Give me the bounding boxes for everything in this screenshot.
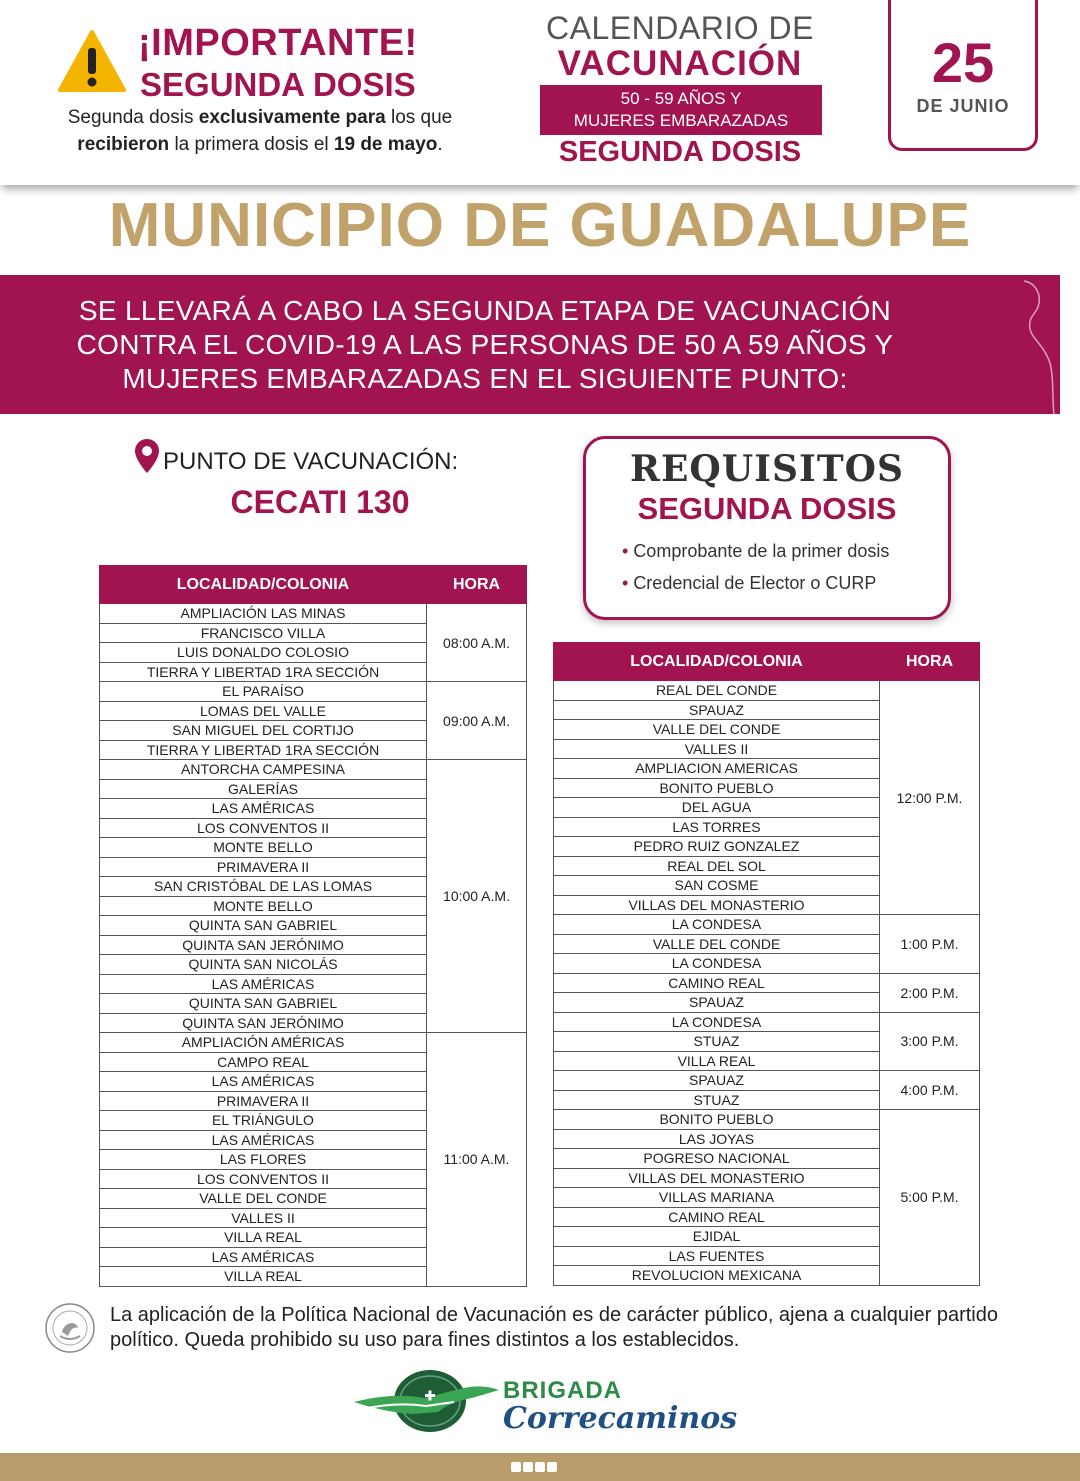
- colonia-cell: VALLE DEL CONDE: [100, 1189, 427, 1209]
- colonia-cell: LA CONDESA: [554, 915, 880, 935]
- colonia-cell: CAMPO REAL: [100, 1052, 427, 1072]
- youtube-icon[interactable]: [547, 1462, 557, 1472]
- table-row: [554, 1110, 980, 1130]
- table-row: [100, 760, 527, 780]
- colonia-cell: BONITO PUEBLO: [554, 778, 880, 798]
- hour-cell: 4:00 P.M.: [880, 1071, 980, 1110]
- colonia-cell: SAN COSME: [554, 876, 880, 896]
- banner-text: [20, 294, 950, 396]
- colonia-cell: LAS FLORES: [100, 1150, 427, 1170]
- requirements-subtitle: SEGUNDA DOSIS: [637, 491, 897, 526]
- table-header-row: [100, 566, 527, 604]
- schedule-table-right: [553, 642, 980, 1286]
- colonia-cell: SPAUAZ: [554, 1071, 880, 1091]
- colonia-cell: EL TRIÁNGULO: [100, 1111, 427, 1131]
- colonia-cell: EJIDAL: [554, 1227, 880, 1247]
- colonia-cell: LAS AMÉRICAS: [100, 1072, 427, 1092]
- calendar-group-box: [540, 85, 822, 135]
- important-text-part: .: [437, 134, 443, 155]
- colonia-cell: CAMINO REAL: [554, 973, 880, 993]
- hour-cell: 11:00 A.M.: [427, 1033, 527, 1287]
- colonia-cell: PEDRO RUIZ GONZALEZ: [554, 837, 880, 857]
- disclaimer-text: La aplicación de la Política Nacional de Vacunación es de carácter público, ajena a cualquier partido político. Queda prohibido su uso para fines distintos a los establecidos.: [110, 1304, 998, 1351]
- colonia-cell: STUAZ: [554, 1090, 880, 1110]
- colonia-cell: SAN MIGUEL DEL CORTIJO: [100, 721, 427, 741]
- colonia-cell: AMPLIACION AMERICAS: [554, 759, 880, 779]
- table-row: [554, 973, 980, 993]
- schedule-table-left: [99, 565, 527, 1287]
- requirement-item: • Credencial de Elector o CURP: [622, 573, 876, 594]
- colonia-cell: TIERRA Y LIBERTAD 1RA SECCIÓN: [100, 662, 427, 682]
- hour-cell: 09:00 A.M.: [427, 682, 527, 760]
- banner-line-2: CONTRA EL COVID-19 A LAS PERSONAS DE 50 A 59 AÑOS Y: [76, 329, 894, 360]
- important-text-bold: recibieron: [77, 134, 170, 155]
- colonia-cell: EL PARAÍSO: [100, 682, 427, 702]
- colonia-cell: LAS JOYAS: [554, 1129, 880, 1149]
- municipality-title: MUNICIPIO DE GUADALUPE: [108, 191, 972, 260]
- colonia-cell: FRANCISCO VILLA: [100, 623, 427, 643]
- table-row: [100, 1033, 527, 1053]
- colonia-cell: GALERÍAS: [100, 779, 427, 799]
- important-title: ¡IMPORTANTE!: [138, 22, 418, 64]
- colonia-cell: LA CONDESA: [554, 954, 880, 974]
- warning-icon: [58, 30, 126, 92]
- colonia-cell: ANTORCHA CAMPESINA: [100, 760, 427, 780]
- colonia-cell: REAL DEL CONDE: [554, 681, 880, 701]
- requirement-item: • Comprobante de la primer dosis: [622, 541, 889, 562]
- hour-cell: 3:00 P.M.: [880, 1012, 980, 1071]
- colonia-cell: QUINTA SAN JERÓNIMO: [100, 935, 427, 955]
- point-label: PUNTO DE VACUNACIÓN:: [163, 448, 459, 475]
- colonia-cell: VALLES II: [100, 1208, 427, 1228]
- colonia-cell: LAS AMÉRICAS: [100, 799, 427, 819]
- pregnant-woman-silhouette-icon: [990, 275, 1060, 414]
- important-subtitle: SEGUNDA DOSIS: [140, 66, 416, 103]
- colonia-cell: LAS AMÉRICAS: [100, 1247, 427, 1267]
- brigada-bottom-text: Correcaminos: [503, 1401, 738, 1436]
- important-text-part: los que: [385, 107, 453, 128]
- colonia-cell: LOS CONVENTOS II: [100, 818, 427, 838]
- hour-cell: 1:00 P.M.: [880, 915, 980, 974]
- colonia-cell: VALLE DEL CONDE: [554, 934, 880, 954]
- header-colonia: LOCALIDAD/COLONIA: [100, 566, 427, 604]
- point-name: CECATI 130: [230, 484, 410, 520]
- colonia-cell: CAMINO REAL: [554, 1207, 880, 1227]
- hour-cell: 08:00 A.M.: [427, 604, 527, 682]
- colonia-cell: VALLES II: [554, 739, 880, 759]
- colonia-cell: LOS CONVENTOS II: [100, 1169, 427, 1189]
- colonia-cell: BONITO PUEBLO: [554, 1110, 880, 1130]
- important-text-bold: exclusivamente para: [198, 107, 386, 128]
- colonia-cell: STUAZ: [554, 1032, 880, 1052]
- national-seal-icon: [44, 1302, 96, 1354]
- colonia-cell: AMPLIACIÓN AMÉRICAS: [100, 1033, 427, 1053]
- colonia-cell: LAS TORRES: [554, 817, 880, 837]
- colonia-cell: VILLAS DEL MONASTERIO: [554, 1168, 880, 1188]
- banner-line-3: MUJERES EMBARAZADAS EN EL SIGUIENTE PUNTO:: [122, 363, 848, 394]
- colonia-cell: VILLA REAL: [100, 1228, 427, 1248]
- instagram-icon[interactable]: [535, 1462, 545, 1472]
- colonia-cell: VALLE DEL CONDE: [554, 720, 880, 740]
- table-row: [100, 604, 527, 624]
- table-row: [554, 1012, 980, 1032]
- important-text-bold: 19 de mayo: [333, 134, 438, 155]
- colonia-cell: QUINTA SAN GABRIEL: [100, 916, 427, 936]
- colonia-cell: SAN CRISTÓBAL DE LAS LOMAS: [100, 877, 427, 897]
- header-hora: HORA: [880, 643, 980, 681]
- colonia-cell: MONTE BELLO: [100, 838, 427, 858]
- header-hora: HORA: [427, 566, 527, 604]
- colonia-cell: LAS AMÉRICAS: [100, 1130, 427, 1150]
- colonia-cell: TIERRA Y LIBERTAD 1RA SECCIÓN: [100, 740, 427, 760]
- colonia-cell: LAS FUENTES: [554, 1246, 880, 1266]
- date-day: 25: [931, 31, 995, 94]
- brigada-correcaminos-logo-icon: [354, 1368, 499, 1434]
- header-colonia: LOCALIDAD/COLONIA: [554, 643, 880, 681]
- colonia-cell: VILLA REAL: [554, 1051, 880, 1071]
- colonia-cell: SPAUAZ: [554, 993, 880, 1013]
- colonia-cell: VILLA REAL: [100, 1267, 427, 1287]
- colonia-cell: REVOLUCION MEXICANA: [554, 1266, 880, 1286]
- banner-line-1: SE LLEVARÁ A CABO LA SEGUNDA ETAPA DE VACUNACIÓN: [78, 295, 892, 326]
- colonia-cell: VILLAS MARIANA: [554, 1188, 880, 1208]
- colonia-cell: QUINTA SAN NICOLÁS: [100, 955, 427, 975]
- hour-cell: 2:00 P.M.: [880, 973, 980, 1012]
- social-icons: [510, 1459, 570, 1475]
- table-row: [554, 1071, 980, 1091]
- colonia-cell: DEL AGUA: [554, 798, 880, 818]
- calendar-vacunacion: VACUNACIÓN: [557, 44, 803, 83]
- colonia-cell: SPAUAZ: [554, 700, 880, 720]
- colonia-cell: QUINTA SAN JERÓNIMO: [100, 1013, 427, 1033]
- colonia-cell: QUINTA SAN GABRIEL: [100, 994, 427, 1014]
- colonia-cell: LOMAS DEL VALLE: [100, 701, 427, 721]
- facebook-icon[interactable]: [511, 1462, 521, 1472]
- important-text: [40, 104, 480, 158]
- colonia-cell: VILLAS DEL MONASTERIO: [554, 895, 880, 915]
- important-text-part: Segunda dosis: [67, 107, 199, 128]
- twitter-icon[interactable]: [523, 1462, 533, 1472]
- table-row: [100, 682, 527, 702]
- hour-cell: 10:00 A.M.: [427, 760, 527, 1033]
- colonia-cell: LAS AMÉRICAS: [100, 974, 427, 994]
- calendar-group-line-2: MUJERES EMBARAZADAS: [573, 111, 789, 130]
- table-row: [554, 681, 980, 701]
- colonia-cell: AMPLIACIÓN LAS MINAS: [100, 604, 427, 624]
- table-row: [554, 915, 980, 935]
- colonia-cell: REAL DEL SOL: [554, 856, 880, 876]
- hour-cell: 12:00 P.M.: [880, 681, 980, 915]
- calendar-title: CALENDARIO DE: [546, 10, 814, 46]
- colonia-cell: LUIS DONALDO COLOSIO: [100, 643, 427, 663]
- hour-cell: 5:00 P.M.: [880, 1110, 980, 1286]
- colonia-cell: MONTE BELLO: [100, 896, 427, 916]
- brigada-top-text: BRIGADA: [503, 1377, 622, 1404]
- calendar-dose: SEGUNDA DOSIS: [558, 136, 802, 168]
- colonia-cell: LA CONDESA: [554, 1012, 880, 1032]
- colonia-cell: PRIMAVERA II: [100, 1091, 427, 1111]
- colonia-cell: PRIMAVERA II: [100, 857, 427, 877]
- requirements-title: REQUISITOS: [630, 448, 904, 490]
- location-pin-icon: [134, 438, 160, 474]
- important-text-part: la primera dosis el: [169, 134, 334, 155]
- colonia-cell: POGRESO NACIONAL: [554, 1149, 880, 1169]
- date-month: DE JUNIO: [916, 96, 1010, 116]
- table-header-row: [554, 643, 980, 681]
- calendar-group-line-1: 50 - 59 AÑOS Y: [620, 89, 742, 108]
